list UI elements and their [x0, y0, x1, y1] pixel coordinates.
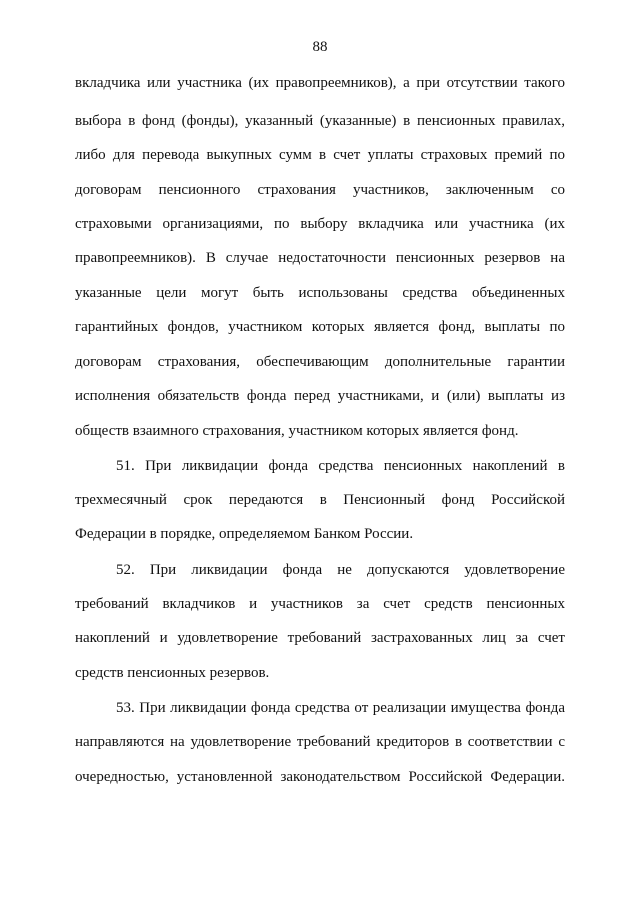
text-line: страховыми организациями, по выбору вкладчика или участника (их — [75, 216, 565, 232]
paragraph-51-first-line: 51. При ликвидации фонда средства пенсионных накоплений в — [116, 458, 565, 474]
paragraph-52-first-line: 52. При ликвидации фонда не допускаются удовлетворение — [116, 562, 565, 578]
text-line: гарантийных фондов, участником которых является фонд, выплаты по — [75, 319, 565, 335]
text-line: выбора в фонд (фонды), указанный (указанные) в пенсионных правилах, — [75, 113, 565, 129]
text-line: вкладчика или участника (их правопреемников), а при отсутствии такого — [75, 75, 565, 91]
text-line: правопреемников). В случае недостаточности пенсионных резервов на — [75, 250, 565, 266]
text-line: очередностью, установленной законодательством Российской Федерации. — [75, 769, 565, 785]
text-line: направляются на удовлетворение требований кредиторов в соответствии с — [75, 734, 565, 750]
text-line: либо для перевода выкупных сумм в счет уплаты страховых премий по — [75, 147, 565, 163]
page-number: 88 — [312, 39, 328, 55]
text-line: исполнения обязательств фонда перед участниками, и (или) выплаты из — [75, 388, 565, 404]
text-line: накоплений и удовлетворение требований застрахованных лиц за счет — [75, 630, 565, 646]
text-line: требований вкладчиков и участников за счет средств пенсионных — [75, 596, 565, 612]
text-line: средств пенсионных резервов. — [75, 665, 270, 681]
text-line: трехмесячный срок передаются в Пенсионный фонд Российской — [75, 492, 565, 508]
text-line: договорам пенсионного страхования участников, заключенным со — [75, 182, 565, 198]
text-line: обществ взаимного страхования, участником которых является фонд. — [75, 423, 519, 439]
paragraph-53-first-line: 53. При ликвидации фонда средства от реализации имущества фонда — [116, 700, 565, 716]
text-line: Федерации в порядке, определяемом Банком России. — [75, 526, 414, 542]
text-line: указанные цели могут быть использованы средства объединенных — [75, 285, 565, 301]
text-line: договорам страхования, обеспечивающим дополнительные гарантии — [75, 354, 565, 370]
